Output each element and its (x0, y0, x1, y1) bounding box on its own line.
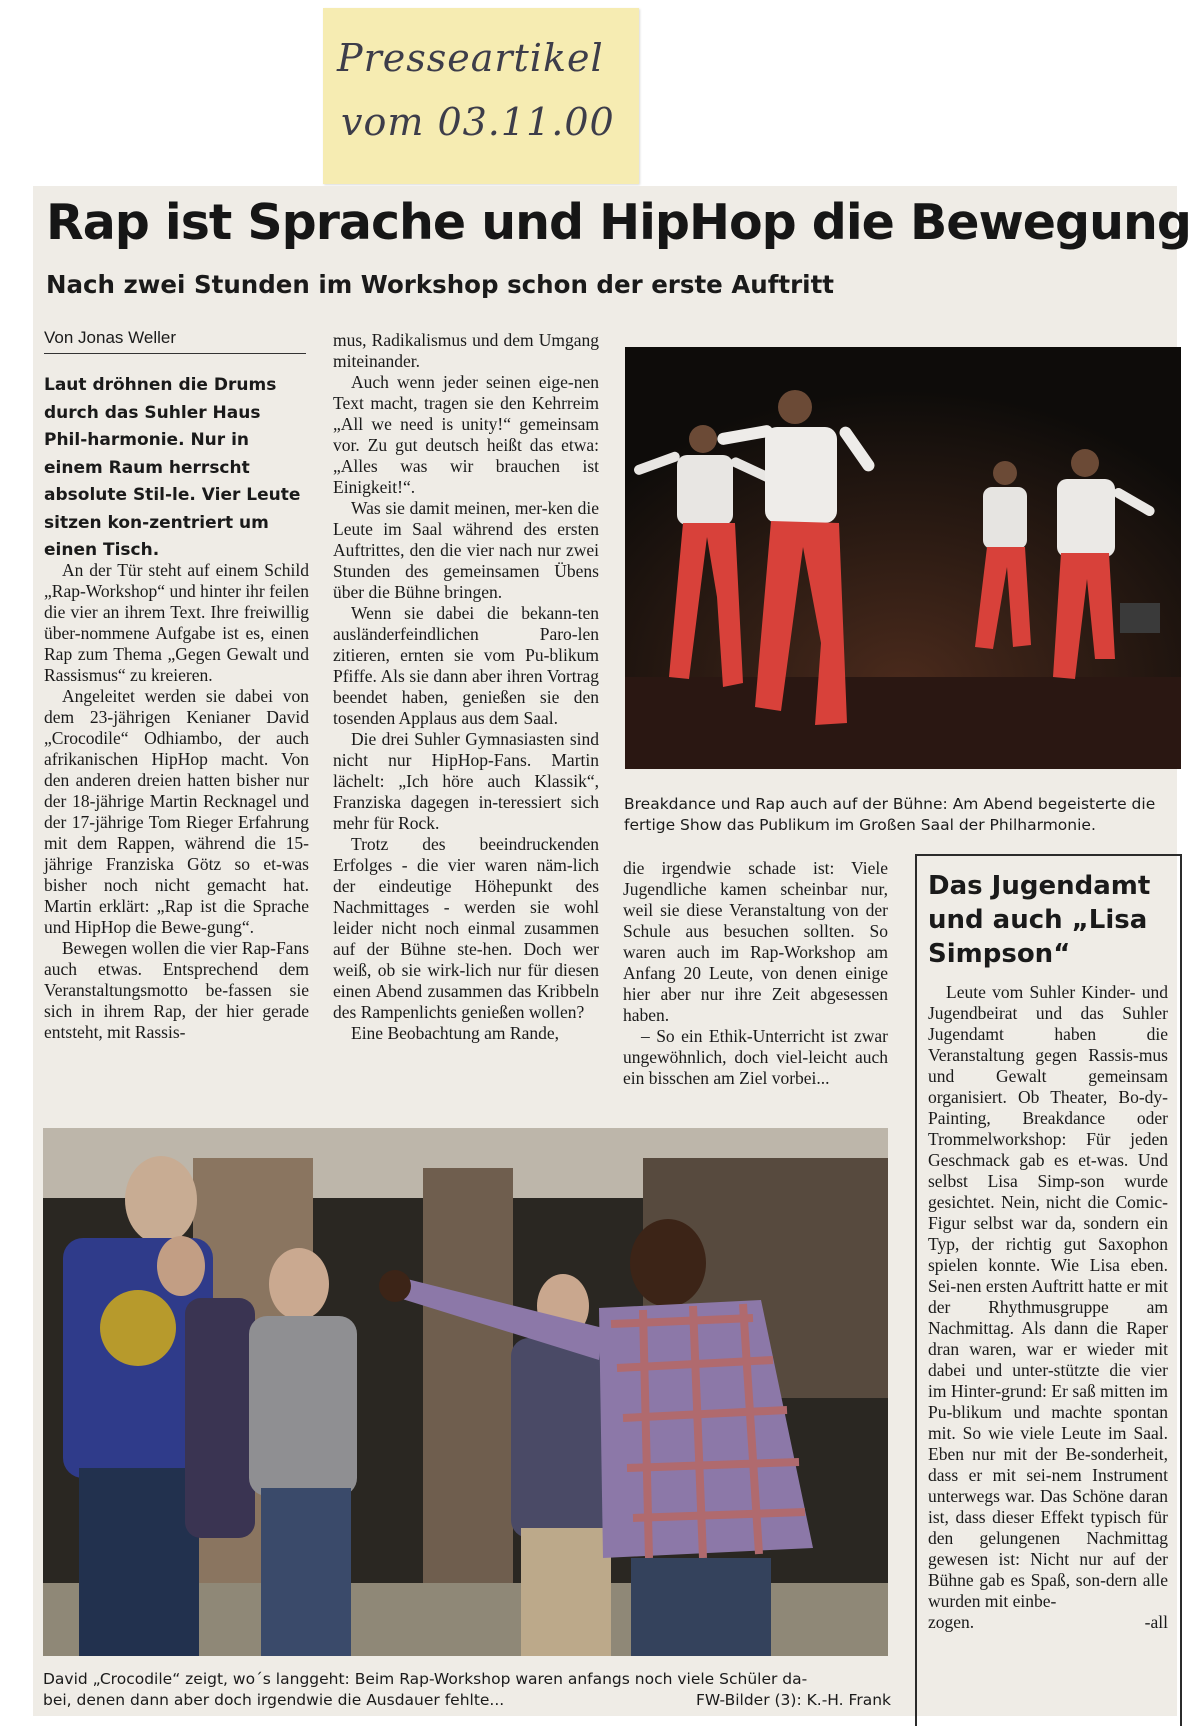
photo-credit: FW-Bilder (3): K.-H. Frank (695, 1691, 891, 1709)
photo-caption-bottom (43, 1669, 891, 1711)
paragraph: die irgendwie schade ist: Viele Jugendliche kamen scheinbar nur, weil sie diese Veranstaltung von der Schule aus besuchen sollten. So waren auch im Rap-Workshop am Anfang 20 Leute, von denen einige hier aber nur ihre Zeit abgesessen haben. (623, 858, 888, 1025)
paragraph: – So ein Ethik-Unterricht ist zwar ungewöhnlich, doch viel-leicht auch ein bisschen am Ziel vorbei... (623, 1026, 888, 1088)
paragraph: Was sie damit meinen, mer-ken die Leute im Saal während des ersten Auftrittes, den die vier nach nur zwei Stunden des gemeinsamen Übens über die Bühne bringen. (333, 498, 599, 602)
sticky-note (323, 8, 639, 184)
author-signature: -all (1144, 1612, 1168, 1632)
paragraph: An der Tür steht auf einem Schild „Rap-Workshop“ und hinter ihr feilen die vier an ihrem Text. Ihre freiwillig über-nommene Aufgabe ist es, einen Rap zum Thema „Gegen Gewalt und Rassismus“ zu kreieren. (44, 560, 309, 685)
caption-line-1: David „Crocodile“ zeigt, wo´s langgeht: Beim Rap-Workshop waren anfangs noch viele Schüler da- (43, 1670, 808, 1688)
paragraph: Trotz des beeindruckenden Erfolges - die vier waren näm-lich der eindeutige Höhepunkt des Nachmittages - werden sie wohl leider nicht noch einmal zusammen auf der Bühne ste-hen. Doch wer weiß, ob sie wirk-lich nur für diesen einen Abend zusammen das Kribbeln des Rampenlichts genießen wollen? (333, 834, 599, 1022)
photo-caption-top: Breakdance und Rap auch auf der Bühne: Am Abend begeisterte die fertige Show das Publikum im Großen Saal der Philharmonie. (624, 795, 1156, 834)
breakdance-photo (625, 347, 1181, 769)
paragraph: mus, Radikalismus und dem Umgang miteinander. (333, 330, 599, 371)
paragraph: Die drei Suhler Gymnasiasten sind nicht nur HipHop-Fans. Martin lächelt: „Ich höre auch Klassik“, Franziska dagegen in-teressiert sich mehr für Rock. (333, 729, 599, 833)
paragraph: Angeleitet werden sie dabei von dem 23-jährigen Kenianer David „Crocodile“ Odhiambo, der auch afrikanischen HipHop macht. Von den anderen dreien hatten bisher nur der 18-jährige Martin Recknagel und der 17-jährige Tom Rieger Erfahrung mit dem Rappen, während die 15-jährige Franziska Götz so et-was bisher noch nicht gemacht hat. Martin erklärt: „Rap ist die Sprache und HipHop die Bewe-gung“. (44, 686, 309, 937)
byline: Von Jonas Weller (44, 328, 306, 354)
paragraph: Bewegen wollen die vier Rap-Fans auch etwas. Entsprechend dem Veranstaltungsmotto be-fassen sie sich in ihrem Rap, der hier gerade entsteht, mit Rassis- (44, 938, 309, 1042)
caption-line-2: bei, denen dann aber doch irgendwie die Ausdauer fehlte... (43, 1691, 505, 1709)
workshop-photo (43, 1128, 888, 1656)
headline: Rap ist Sprache und HipHop die Bewegung (46, 194, 1191, 251)
sidebar-end-row (928, 1612, 1168, 1633)
column-1 (44, 560, 309, 1043)
caption-line-2-row (43, 1690, 891, 1711)
sidebar-text (928, 982, 1168, 1633)
paragraph: Wenn sie dabei die bekann-ten ausländerfeindlichen Paro-len zitieren, ernten sie vom Pu-blikum Pfiffe. Als sie dann aber ihren Vortrag beendet haben, genießen sie den tosenden Applaus aus dem Saal. (333, 603, 599, 728)
paragraph: Auch wenn jeder seinen eige-nen Text macht, tragen sie den Kehrreim „All we need is unity!“ gemeinsam vor. Zu gut deutsch heißt das etwa: „Alles was wir brauchen ist Einigkeit!“. (333, 372, 599, 497)
column-2 (333, 330, 599, 1044)
note-line-1: Presseartikel (337, 36, 604, 80)
paragraph: Eine Beobachtung am Rande, (351, 1023, 559, 1043)
sidebar-last-word: zogen. (928, 1612, 975, 1632)
intro-text: Laut dröhnen die Drums durch das Suhler Haus Phil-harmonie. Nur in einem Raum herrscht absolute Stil-le. Vier Leute sitzen kon-zentriert um einen Tisch. (44, 375, 301, 560)
note-line-2: vom 03.11.00 (341, 100, 615, 144)
paragraph: Leute vom Suhler Kinder- und Jugendbeirat und das Suhler Jugendamt haben die Veranstaltung gegen Rassis-mus und Gewalt gemeinsam organisiert. Ob Theater, Bo-dy-Painting, Breakdance oder Trommelworkshop: Für jeden Geschmack gab es et-was. Und selbst Lisa Simp-son wurde gesichtet. Nein, nicht die Comic-Figur selbst war da, sondern ein Typ, der richtig gut Saxophon spielen konnte. Wie Lisa eben. Sei-nen ersten Auftritt hatte er mit der Rhythmusgruppe am Nachmittag. Als dann die Raper dran waren, war er wieder mit dabei und unter-stützte die vier im Hinter-grund: Er saß mitten im Pu-blikum und machte spontan mit. So wie viele Leute im Saal. Eben nur mit der Be-sonderheit, dass er mit sei-nem Instrument unterwegs war. Das Schöne daran ist, dass dieser Effekt typisch für den gelungenen Nachmittag gewesen ist: Nicht nur auf der Bühne gab es Spaß, son-dern alle wurden mit einbe- (928, 982, 1168, 1611)
column-3 (623, 858, 888, 1089)
subheadline: Nach zwei Stunden im Workshop schon der erste Auftritt (46, 270, 835, 299)
sidebar-title: Das Jugendamt und auch „Lisa Simpson“ (928, 871, 1151, 969)
